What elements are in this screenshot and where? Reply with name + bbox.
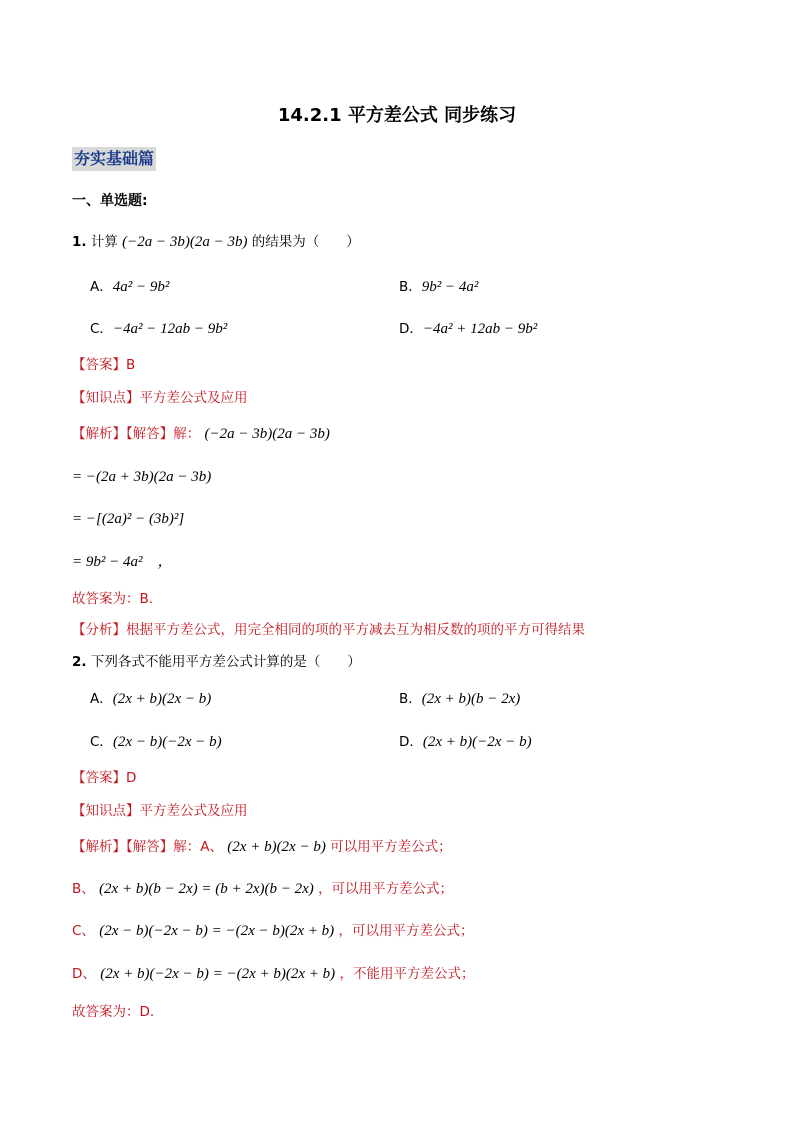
- q1-analysis: [72, 425, 330, 443]
- option-expr: −4a² − 12ab − 9b²: [112, 321, 228, 337]
- analysis-expr: (2x + b)(b − 2x) = (b + 2x)(b − 2x): [99, 881, 314, 897]
- fenxi-tag: 【分析】: [72, 622, 126, 638]
- section-heading: 夯实基础篇: [72, 147, 156, 171]
- q2-answer: [72, 769, 136, 787]
- analysis-tail: ，不能用平方差公式；: [339, 966, 475, 982]
- q1-option-a: [90, 278, 169, 296]
- q1-step-3: = 9b² − 4a² ，: [72, 554, 173, 570]
- q1-expr: (−2a − 3b)(2a − 3b): [122, 234, 248, 250]
- q2-option-a: [90, 690, 211, 708]
- analysis-tag: 【解析】【解答】: [72, 426, 174, 442]
- q2-analysis-line-a: [72, 838, 452, 856]
- q1-option-b: [399, 278, 478, 296]
- knowledge-tag: 【知识点】: [72, 803, 140, 819]
- analysis-tail: ，可以用平方差公式；: [338, 923, 474, 939]
- q1-prefix: 计算: [90, 234, 118, 250]
- q1-answer: [72, 356, 135, 374]
- q1-suffix: 的结果为（ ）: [251, 234, 360, 250]
- answer-tag: 【答案】: [72, 357, 126, 373]
- answer-value: B: [126, 357, 136, 373]
- analysis-lead: 解：: [173, 426, 201, 442]
- analysis-expr: (2x − b)(−2x − b) = −(2x − b)(2x + b): [99, 923, 335, 939]
- analysis-expr: (−2a − 3b)(2a − 3b): [204, 426, 330, 442]
- q2-stem: [72, 653, 361, 671]
- analysis-label: B、: [72, 881, 95, 897]
- q1-stem: [72, 233, 360, 251]
- knowledge-value: 平方差公式及应用: [139, 803, 248, 819]
- q1-option-d: [399, 320, 537, 338]
- knowledge-value: 平方差公式及应用: [139, 390, 248, 406]
- option-expr: (2x + b)(2x − b): [112, 691, 212, 707]
- option-expr: (2x − b)(−2x − b): [112, 734, 222, 750]
- analysis-label: C、: [72, 923, 95, 939]
- analysis-expr: (2x + b)(−2x − b) = −(2x + b)(2x + b): [100, 966, 336, 982]
- q1-conclusion: 故答案为：B.: [72, 591, 154, 607]
- q2-analysis-line-c: [72, 922, 473, 940]
- analysis-label: D、: [72, 966, 96, 982]
- q1-step-2: = −[(2a)² − (3b)²]: [72, 511, 185, 527]
- answer-tag: 【答案】: [72, 770, 126, 786]
- q2-text: 下列各式不能用平方差公式计算的是（ ）: [90, 654, 361, 670]
- option-expr: (2x + b)(b − 2x): [421, 691, 521, 707]
- q2-analysis-line-b: [72, 880, 453, 898]
- analysis-tail: ，可以用平方差公式；: [318, 881, 454, 897]
- q1-knowledge: [72, 389, 248, 407]
- option-expr: (2x + b)(−2x − b): [422, 734, 532, 750]
- option-label: D．: [399, 734, 423, 750]
- analysis-tail: 可以用平方差公式；: [330, 839, 452, 855]
- q2-option-b: [399, 690, 520, 708]
- q2-conclusion: 故答案为：D.: [72, 1004, 155, 1020]
- analysis-expr: (2x + b)(2x − b): [227, 839, 326, 855]
- analysis-tag: 【解析】【解答】: [72, 839, 174, 855]
- option-label: A．: [90, 691, 113, 707]
- q1-fenxi: [72, 621, 585, 639]
- q2-analysis-line-d: [72, 965, 474, 983]
- analysis-lead: 解：A、: [173, 839, 223, 855]
- option-label: C．: [90, 734, 113, 750]
- q1-step-1: = −(2a + 3b)(2a − 3b): [72, 469, 212, 485]
- q2-option-d: [399, 733, 532, 751]
- part-heading: 一、单选题:: [72, 193, 148, 209]
- q1-option-c: [90, 320, 227, 338]
- knowledge-tag: 【知识点】: [72, 390, 140, 406]
- q2-number: 2.: [72, 654, 87, 670]
- option-label: D．: [399, 321, 423, 337]
- fenxi-value: 根据平方差公式，用完全相同的项的平方减去互为相反数的项的平方可得结果: [126, 622, 585, 638]
- option-expr: −4a² + 12ab − 9b²: [422, 321, 538, 337]
- option-expr: 9b² − 4a²: [421, 279, 479, 295]
- option-label: A．: [90, 279, 113, 295]
- page-title: 14.2.1 平方差公式 同步练习: [277, 105, 517, 126]
- q1-number: 1.: [72, 234, 87, 250]
- option-label: C．: [90, 321, 113, 337]
- option-label: B．: [399, 691, 422, 707]
- answer-value: D: [126, 770, 137, 786]
- option-label: B．: [399, 279, 422, 295]
- q2-option-c: [90, 733, 222, 751]
- option-expr: 4a² − 9b²: [112, 279, 170, 295]
- q2-knowledge: [72, 802, 248, 820]
